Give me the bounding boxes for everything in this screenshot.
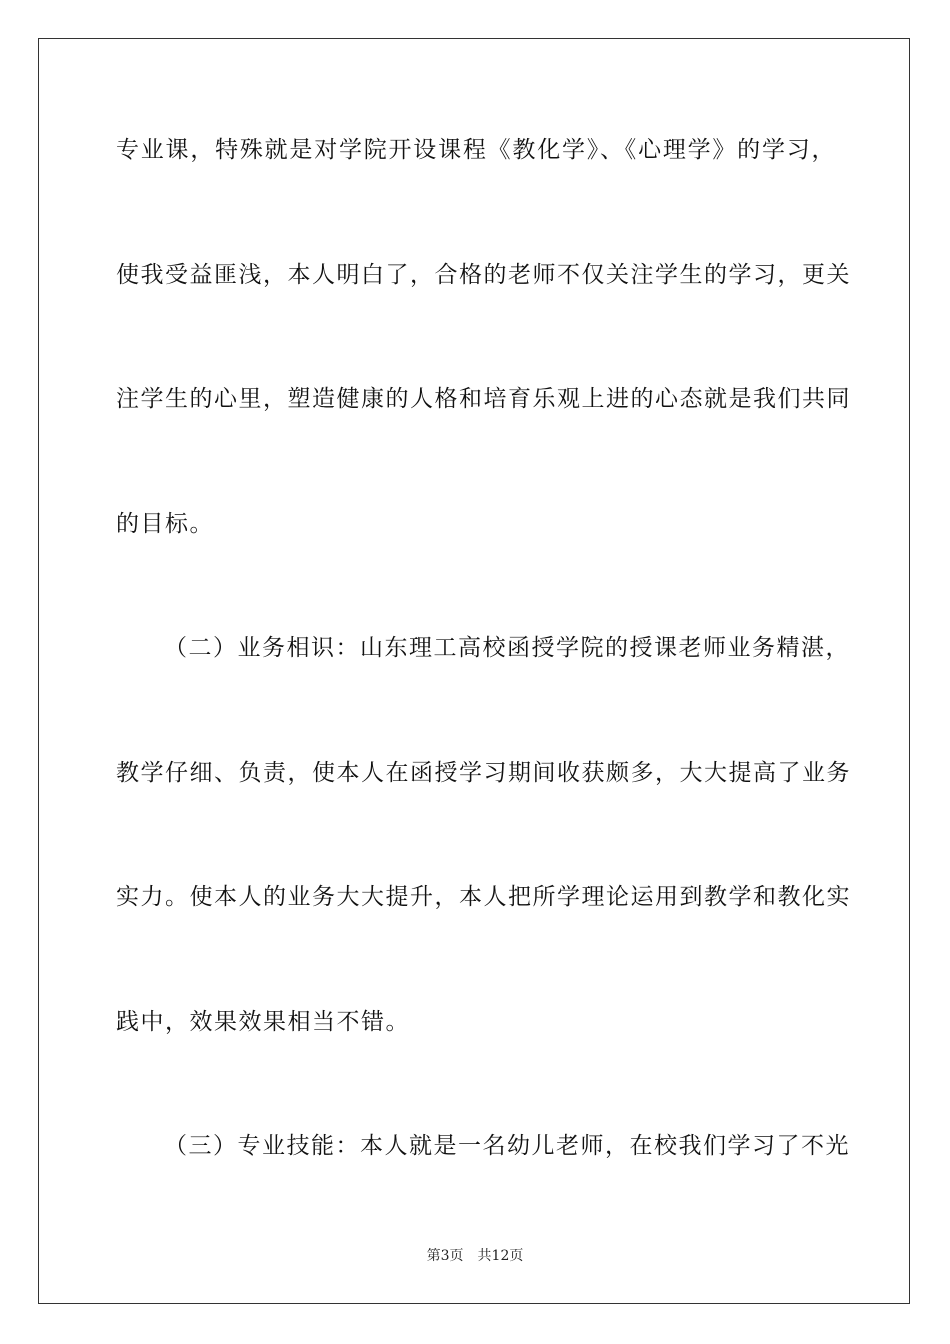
paragraph-2-line-3: 实力。使本人的业务大大提升，本人把所学理论运用到教学和教化实	[116, 884, 851, 910]
paragraph-1-line-1: 专业课，特殊就是对学院开设课程《教化学》、《心理学》的学习，	[116, 137, 836, 163]
page-number: 第3页	[426, 1248, 464, 1264]
page-border	[38, 38, 910, 1304]
paragraph-1-line-4: 的目标。	[116, 511, 214, 537]
page-total: 共12页	[477, 1248, 524, 1264]
paragraph-2-line-2: 教学仔细、负责，使本人在函授学习期间收获颇多，大大提高了业务	[116, 760, 851, 786]
paragraph-1-line-3: 注学生的心里，塑造健康的人格和培育乐观上进的心态就是我们共同	[116, 386, 851, 412]
paragraph-3-line-1: （三）专业技能：本人就是一名幼儿老师，在校我们学习了不光	[164, 1133, 850, 1159]
paragraph-2-line-4: 践中，效果效果相当不错。	[116, 1009, 410, 1035]
paragraph-1-line-2: 使我受益匪浅，本人明白了，合格的老师不仅关注学生的学习，更关	[116, 262, 851, 288]
page-footer	[0, 1247, 950, 1265]
paragraph-2-line-1: （二）业务相识：山东理工高校函授学院的授课老师业务精湛，	[164, 635, 850, 661]
